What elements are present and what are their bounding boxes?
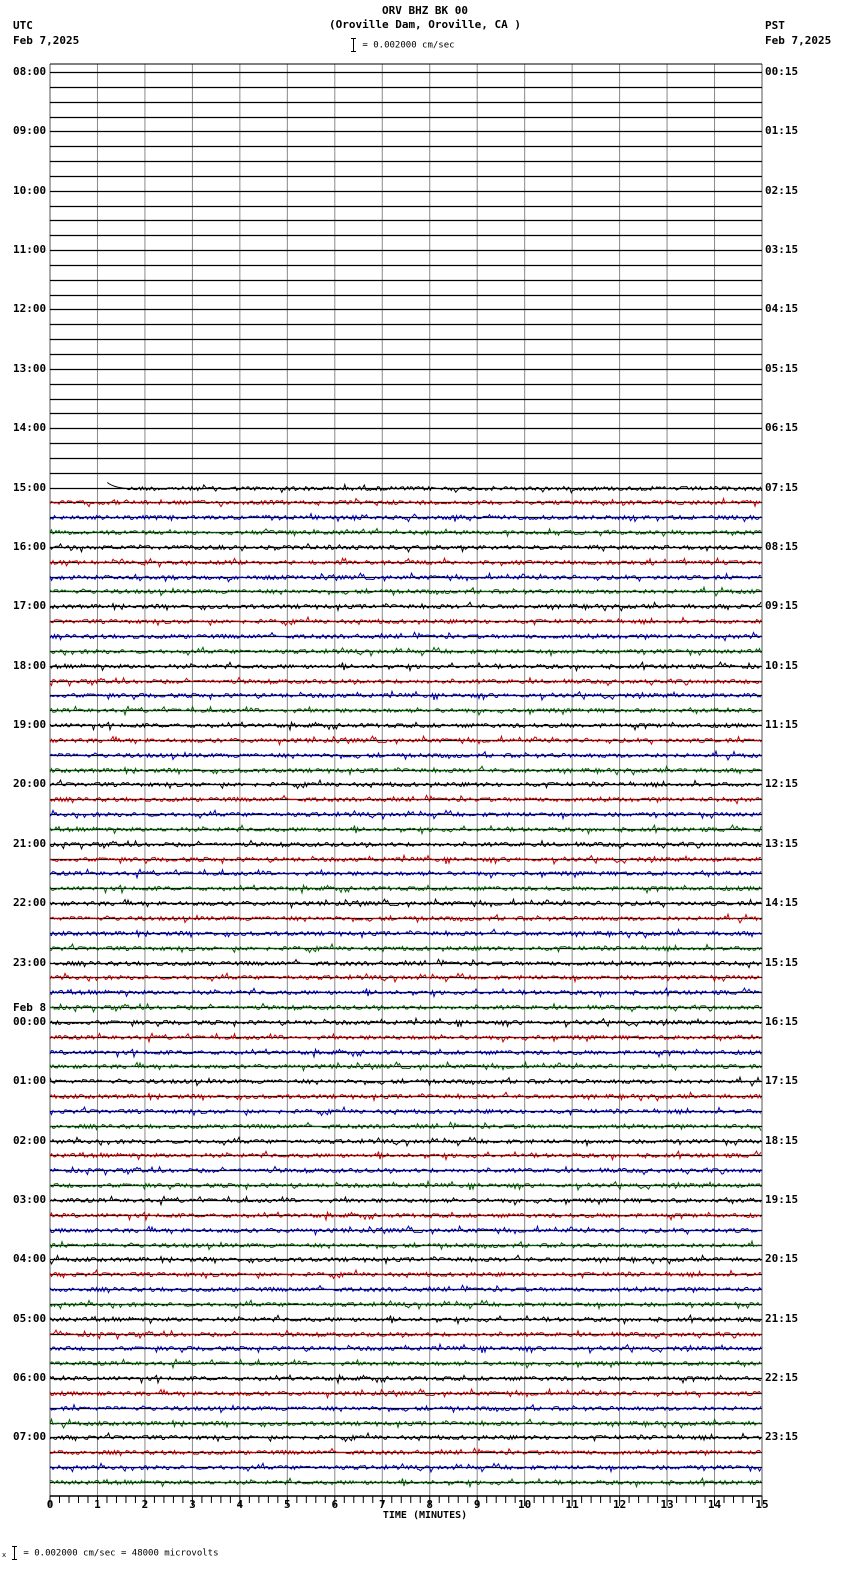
x-tick-label: 12 <box>612 1498 627 1511</box>
left-date: Feb 7,2025 <box>13 34 80 47</box>
x-tick-label: 8 <box>426 1498 434 1511</box>
pst-hour-label: 10:15 <box>765 658 799 672</box>
pst-hour-label: 22:15 <box>765 1371 799 1385</box>
pst-hour-label: 18:15 <box>765 1133 799 1147</box>
utc-hour-label: 02:00 <box>13 1133 47 1147</box>
utc-hour-label: 12:00 <box>13 302 47 316</box>
x-tick-label: 3 <box>189 1498 196 1511</box>
pst-hour-label: 14:15 <box>765 896 799 910</box>
pst-hour-label: 04:15 <box>765 302 799 316</box>
pst-hour-label: 13:15 <box>765 836 799 850</box>
seismic-trace <box>50 1448 761 1455</box>
utc-hour-label: 10:00 <box>13 183 47 197</box>
utc-hour-label: 01:00 <box>13 1074 47 1088</box>
date-change-label: Feb 8 <box>13 1000 47 1014</box>
utc-hour-label: 03:00 <box>13 1193 47 1206</box>
x-tick-label: 15 <box>755 1498 769 1511</box>
utc-hour-label: 23:00 <box>13 955 47 969</box>
x-tick-label: 5 <box>284 1498 291 1511</box>
pst-hour-label: 11:15 <box>765 718 799 732</box>
x-axis-title: TIME (MINUTES) <box>382 1510 468 1521</box>
utc-hour-label: 15:00 <box>13 480 47 494</box>
footer-scale-bar-icon <box>2 1549 23 1559</box>
x-tick-label: 11 <box>565 1498 579 1511</box>
utc-hour-label: 20:00 <box>13 777 47 791</box>
pst-hour-label: 06:15 <box>765 421 799 435</box>
utc-hour-label: 21:00 <box>13 836 47 850</box>
pst-hour-label: 01:15 <box>765 124 799 138</box>
seismic-trace <box>50 1167 761 1175</box>
utc-hour-label: 14:00 <box>13 421 47 435</box>
pst-hour-label: 02:15 <box>765 183 799 197</box>
x-tick-label: 13 <box>660 1498 674 1511</box>
pst-hour-label: 00:15 <box>765 65 799 78</box>
pst-hour-label: 21:15 <box>765 1311 799 1325</box>
utc-hour-label: 07:00 <box>13 1430 47 1444</box>
utc-hour-label: 08:00 <box>13 65 47 78</box>
utc-hour-label: 18:00 <box>13 658 47 672</box>
right-date: Feb 7,2025 <box>765 34 832 47</box>
footer-scale <box>2 1546 219 1560</box>
pst-hour-label: 17:15 <box>765 1074 799 1088</box>
pst-hour-label: 07:15 <box>765 480 799 494</box>
pst-hour-label: 08:15 <box>765 539 799 553</box>
footer-scale-text: = 0.002000 cm/sec = 48000 microvolts <box>23 1548 219 1559</box>
utc-hour-label: 13:00 <box>13 361 47 375</box>
pst-hour-label: 05:15 <box>765 361 799 375</box>
utc-hour-label: 04:00 <box>13 1252 47 1266</box>
station-title: ORV BHZ BK 00 <box>381 4 469 17</box>
seismic-trace <box>107 483 761 493</box>
utc-hour-label: 11:00 <box>13 243 47 257</box>
pst-hour-label: 20:15 <box>765 1252 799 1266</box>
pst-hour-label: 09:15 <box>765 599 799 613</box>
utc-hour-label: 05:00 <box>13 1311 47 1325</box>
utc-hour-label: 17:00 <box>13 599 47 613</box>
x-tick-label: 0 <box>46 1498 54 1511</box>
pst-hour-label: 23:15 <box>765 1430 799 1444</box>
seismic-trace <box>50 899 761 907</box>
x-tick-label: 10 <box>518 1498 532 1511</box>
x-tick-label: 4 <box>236 1498 244 1511</box>
x-tick-label: 7 <box>378 1498 386 1511</box>
pst-hour-label: 15:15 <box>765 955 799 969</box>
utc-hour-label: 19:00 <box>13 718 47 732</box>
pst-hour-label: 03:15 <box>765 243 799 257</box>
amplitude-scale-text: = 0.002000 cm/sec <box>362 40 455 51</box>
pst-hour-label: 12:15 <box>765 777 799 791</box>
utc-hour-label: 00:00 <box>13 1014 47 1028</box>
x-tick-label: 2 <box>141 1498 149 1511</box>
left-timezone: UTC <box>13 19 33 32</box>
x-tick-label: 1 <box>94 1498 101 1511</box>
pst-hour-label: 16:15 <box>765 1014 799 1028</box>
pst-hour-label: 19:15 <box>765 1193 799 1206</box>
x-tick-label: 6 <box>331 1498 339 1511</box>
svg-text:x: x <box>2 1551 7 1559</box>
seismic-trace <box>50 662 761 671</box>
x-tick-label: 14 <box>707 1498 722 1511</box>
utc-hour-label: 09:00 <box>13 124 47 138</box>
seismic-trace <box>50 1004 761 1012</box>
x-tick-label: 9 <box>473 1498 481 1511</box>
utc-hour-label: 22:00 <box>13 896 47 910</box>
utc-hour-label: 16:00 <box>13 539 47 553</box>
utc-hour-label: 06:00 <box>13 1371 47 1385</box>
station-location: (Oroville Dam, Oroville, CA ) <box>328 18 522 31</box>
right-timezone: PST <box>765 19 785 32</box>
